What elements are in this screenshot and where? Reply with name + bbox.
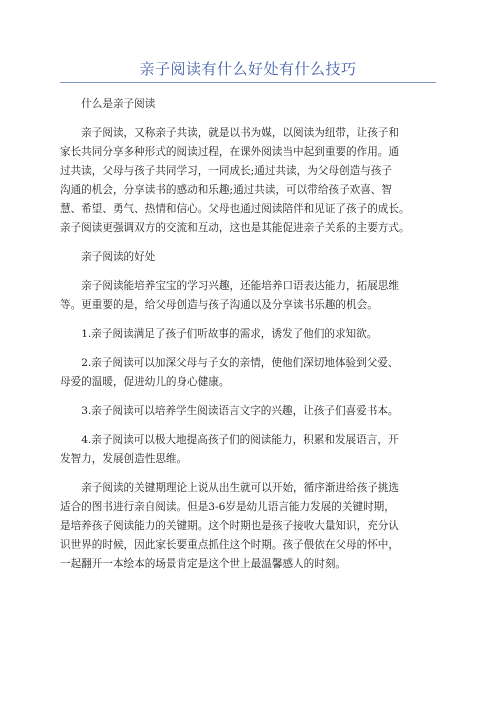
paragraph-definition [60, 124, 440, 238]
title-underline [60, 82, 436, 83]
text-line: 亲子阅读能培养宝宝的学习兴趣，还能培养口语表达能力，拓展思维 [81, 280, 399, 292]
text-line: 是培养孩子阅读能力的关键期。这个时期也是孩子接收大量知识，充分认 [60, 520, 399, 532]
text-line: 4.亲子阅读可以极大地提高孩子们的阅读能力，积累和发展语言，开 [81, 434, 399, 446]
paragraph-critical-period [60, 479, 440, 574]
text-line: 亲子阅读，又称亲子共读，就是以书为媒，以阅读为纽带，让孩子和 [81, 127, 399, 139]
text-line: 2.亲子阅读可以加深父母与子女的亲情，使他们深切地体验到父爱、 [81, 357, 399, 369]
list-item-benefit-4 [60, 431, 440, 469]
section-heading-benefits [60, 248, 440, 267]
text-line: 家长共同分享多种形式的阅读过程，在课外阅读当中起到重要的作用。通 [60, 146, 399, 158]
text-line: 母爱的温暖，促进幼儿的身心健康。 [60, 376, 230, 388]
text-line: 沟通的机会，分享读书的感动和乐趣;通过共读，可以带给孩子欢喜、智 [60, 184, 392, 196]
text-line: 3.亲子阅读可以培养学生阅读语言文字的兴趣，让孩子们喜爱书本。 [81, 405, 399, 417]
text-line: 等。更重要的是，给父母创造与孩子沟通以及分享读书乐趣的机会。 [60, 299, 378, 311]
text-line: 亲子阅读更强调双方的交流和互动，这也是其能促进亲子关系的主要方式。 [60, 222, 410, 234]
list-item-benefit-2 [60, 354, 440, 392]
text-line: 一起翻开一本绘本的场景肯定是这个世上最温馨感人的时刻。 [60, 558, 347, 570]
text-line: 过共读，父母与孩子共同学习，一同成长;通过共读，为父母创造与孩子 [60, 165, 392, 177]
list-item-benefit-3 [60, 402, 440, 421]
document-title: 亲子阅读有什么好处有什么技巧 [139, 60, 357, 78]
text-line: 慧、希望、勇气、热情和信心。父母也通过阅读陪伴和见证了孩子的成长。 [60, 203, 410, 215]
text-line: 适合的图书进行亲自阅读。但是3-6岁是幼儿语言能力发展的关键时期， [60, 501, 395, 513]
text-line: 亲子阅读的好处 [81, 251, 156, 263]
text-line: 亲子阅读的关键期理论上说从出生就可以开始，循序渐进给孩子挑选 [81, 482, 399, 494]
paragraph-benefits-intro [60, 277, 440, 315]
text-line: 识世界的时候，因此家长要重点抓住这个时期。孩子偎依在父母的怀中， [60, 539, 399, 551]
section-heading-what-is [60, 95, 440, 114]
text-line: 什么是亲子阅读 [81, 98, 156, 110]
text-line: 1.亲子阅读满足了孩子们听故事的需求，诱发了他们的求知欲。 [81, 328, 378, 340]
text-line: 发智力，发展创造性思维。 [60, 453, 188, 465]
document-body [60, 95, 440, 584]
list-item-benefit-1 [60, 325, 440, 344]
